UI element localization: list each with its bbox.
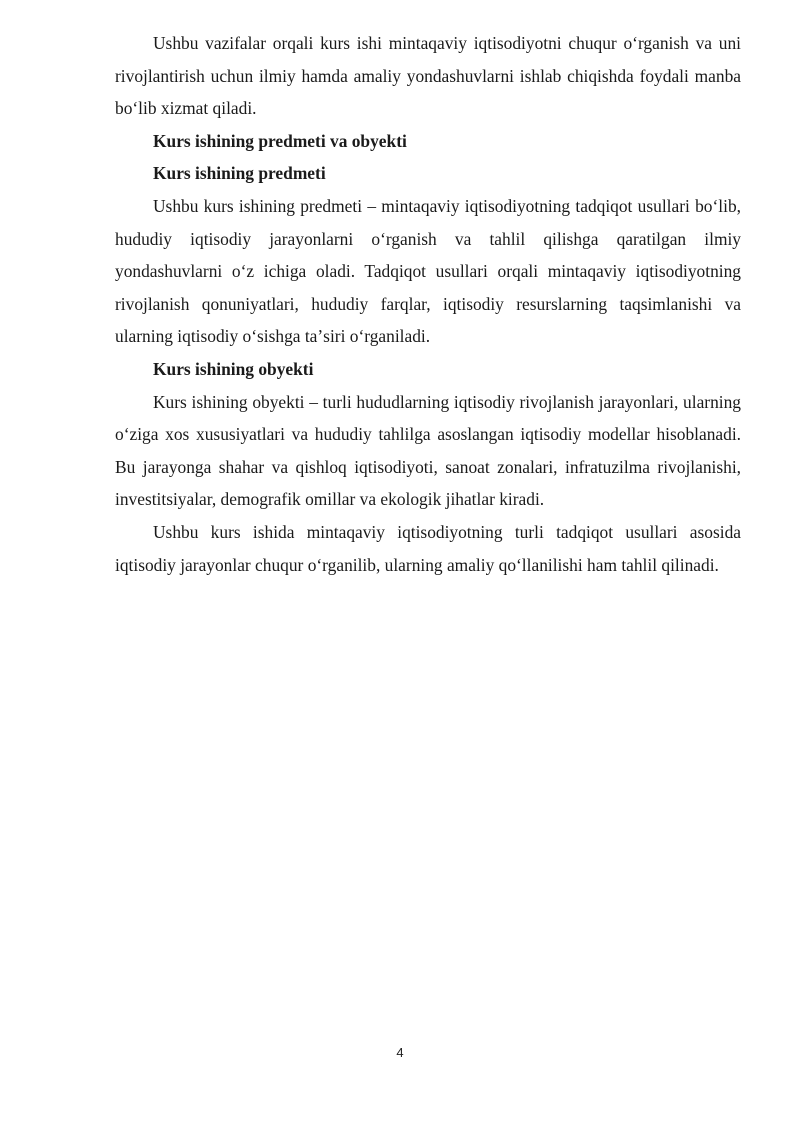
document-page	[115, 27, 741, 581]
paragraph-obyekt: Kurs ishining obyekti – turli hududlarning iqtisodiy rivojlanish jarayonlari, ularning oʻziga xos xususiyatlari va hududiy tahlilga asoslangan iqtisodiy modellar hisoblanadi. Bu jarayonga shahar va qishloq iqtisodiyoti, sanoat zonalari, infratuzilma rivojlanishi, investitsiyalar, demografik omillar va ekologik jihatlar kiradi.	[115, 391, 741, 510]
subsection-heading-obyekt: Kurs ishining obyekti	[153, 358, 314, 379]
paragraph-predmet: Ushbu kurs ishining predmeti – mintaqaviy iqtisodiyotning tadqiqot usullari boʻlib, hududiy iqtisodiy jarayonlarni oʻrganish va tahlil qilishga qaratilgan ilmiy yondashuvlarni oʻz ichiga oladi. Tadqiqot usullari orqali mintaqaviy iqtisodiyotning rivojlanish qonuniyatlari, hududiy farqlar, iqtisodiy resurslarning taqsimlanishi va ularning iqtisodiy oʻsishga taʼsiri oʻrganiladi.	[115, 195, 741, 347]
subsection-heading-predmet: Kurs ishining predmeti	[153, 163, 326, 184]
paragraph-intro: Ushbu vazifalar orqali kurs ishi mintaqaviy iqtisodiyotni chuqur oʻrganish va uni rivojlantirish uchun ilmiy hamda amaliy yondashuvlarni ishlab chiqishda foydali manba boʻlib xizmat qiladi.	[115, 33, 741, 119]
section-heading: Kurs ishining predmeti va obyekti	[153, 130, 407, 151]
paragraph-conclusion: Ushbu kurs ishida mintaqaviy iqtisodiyotning turli tadqiqot usullari asosida iqtisodiy jarayonlar chuqur oʻrganilib, ularning amaliy qoʻllanilishi ham tahlil qilinadi.	[115, 521, 741, 575]
page-number: 4	[396, 1045, 404, 1060]
